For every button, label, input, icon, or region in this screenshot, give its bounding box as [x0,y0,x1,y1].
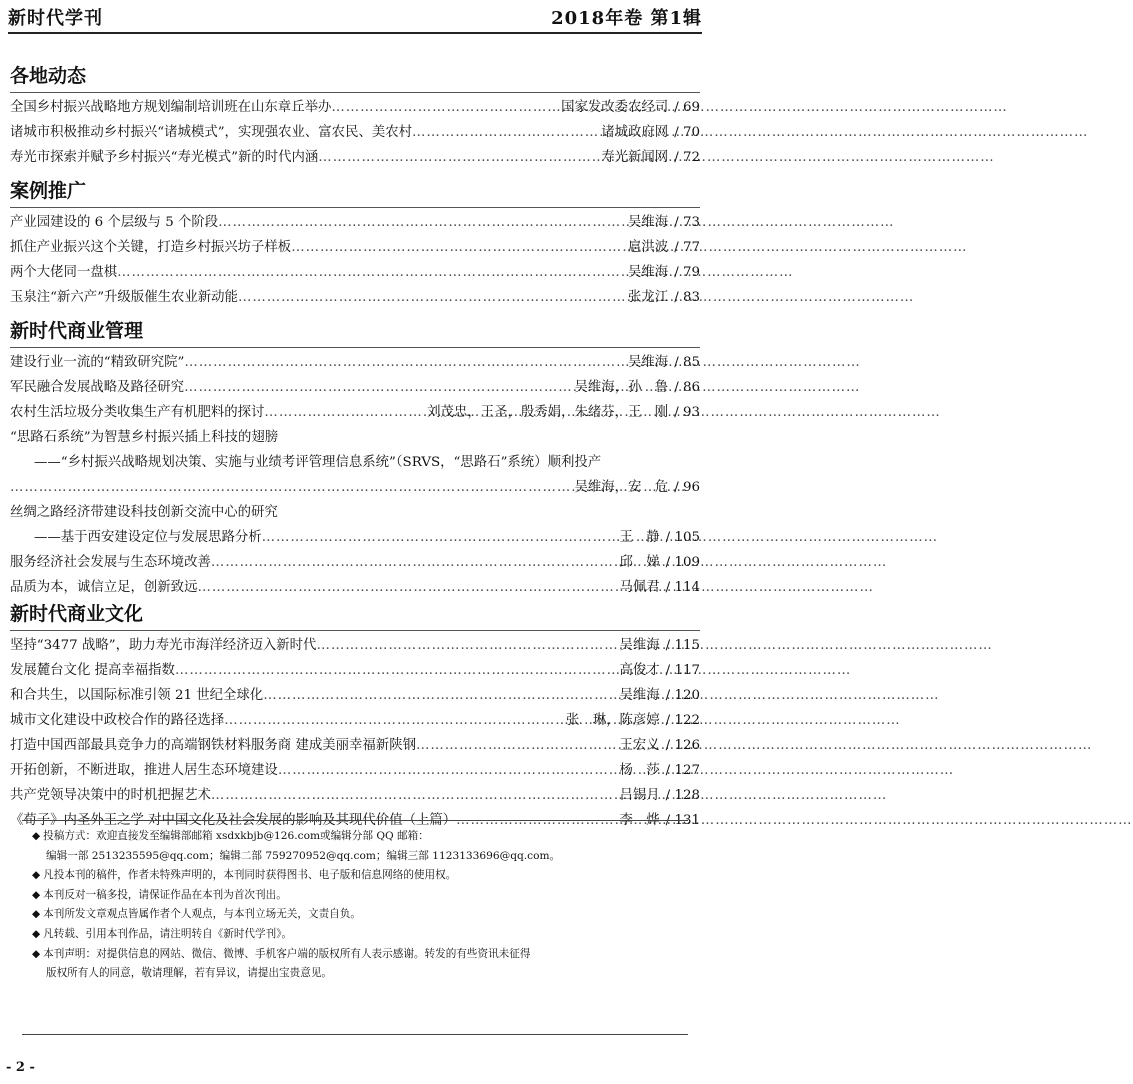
section-title: 案例推广 [10,180,87,202]
leader-dots [291,235,628,260]
toc-entry[interactable] [10,260,700,285]
entry-page: / 93 [674,405,700,420]
entry-page: / 127 [665,763,700,778]
entry-author: 马佩君 [619,580,660,595]
entry-page: / 109 [665,555,700,570]
entry-author: 吴维海 [628,355,669,370]
leader-dots [10,475,574,500]
entry-page: / 96 [674,480,700,495]
entry-author: 扈洪波 [628,240,669,255]
note-text: 本刊声明：对提供信息的网站、微信、微博、手机客户端的版权所有人表示感谢。转发的有些资讯未征得 [43,947,531,960]
toc-entry[interactable] [10,783,700,808]
entry-page: / 70 [674,125,700,140]
entry-page: / 105 [665,530,700,545]
entry-title: 城市文化建设中政校合作的路径选择 [10,713,225,728]
entry-page: / 79 [674,265,700,280]
leader-dots [331,95,561,120]
toc-entry[interactable] [10,708,700,733]
entry-title: 和合共生，以国际标准引领 21 世纪全球化 [10,688,264,703]
section-entries [10,92,700,170]
toc-entry[interactable] [10,350,700,375]
leader-dots [262,525,620,550]
entry-author: 高俊才 [619,663,660,678]
leader-dots [117,260,628,285]
entry-page: / 131 [665,813,700,828]
entry-title: 服务经济社会发展与生态环境改善 [10,555,211,570]
entry-author: 吴维海，安 危 [574,480,669,495]
note-line [32,905,678,925]
toc-entry[interactable] [10,525,700,550]
leader-dots [175,658,620,683]
entry-title: 共产党领导决策中的时机把握艺术 [10,788,211,803]
entry-author: 王宏义 [619,738,660,753]
note-line [32,866,678,886]
entry-page: / 115 [665,638,700,653]
entry-title: 开拓创新，不断进取，推进人居生态环境建设 [10,763,278,778]
diamond-bullet-icon: ◆ [32,927,41,940]
entry-page: / 120 [665,688,700,703]
section-title: 新时代商业管理 [10,320,144,342]
leader-dots [184,375,574,400]
note-text: 凡投本刊的稿件，作者未特殊声明的，本刊同时获得图书、电子版和信息网络的使用权。 [43,869,457,882]
entry-title: 农村生活垃圾分类收集生产有机肥料的探讨 [10,405,265,420]
entry-title: 玉泉注“新六产”升级版催生农业新动能 [10,290,238,305]
section-entries [10,630,700,833]
toc-entry[interactable] [10,210,700,235]
toc-entry[interactable] [10,683,700,708]
entry-title: 丝绸之路经济带建设科技创新交流中心的研究 [10,505,278,520]
toc-entry[interactable] [10,758,700,783]
entry-author: 李 烨 [619,813,660,828]
entry-title: ——基于西安建设定位与发展思路分析 [34,530,262,545]
entry-author: 吴维海 [628,215,669,230]
toc-section [10,62,700,170]
entry-title: 《荀子》内圣外王之学 对中国文化及社会发展的影响及其现代价值（上篇） [10,813,457,828]
entry-author: 张 琳，陈彦婷 [565,713,660,728]
entry-author: 吴维海 [619,688,660,703]
leader-dots [318,145,601,170]
note-line [32,945,678,965]
section-entries [10,207,700,310]
toc-entry[interactable] [10,450,700,475]
entry-title: 抓住产业振兴这个关键，打造乡村振兴坊子样板 [10,240,292,255]
entry-title: 产业园建设的 6 个层级与 5 个阶段 [10,215,219,230]
page-header [8,0,702,34]
toc-entry[interactable] [10,400,700,425]
entry-title: 全国乡村振兴战略地方规划编制培训班在山东章丘举办 [10,100,332,115]
note-text: 凡转载、引用本刊作品，请注明转自《新时代学刊》。 [43,927,293,940]
toc-section [10,317,700,600]
toc-section [10,600,700,833]
toc-entry[interactable] [10,235,700,260]
toc-entry[interactable] [10,425,700,450]
entry-author: 杨 莎 [619,763,660,778]
leader-dots [264,400,427,425]
entry-page: / 86 [674,380,700,395]
entry-title: 两个大佬同一盘棋 [10,265,118,280]
entry-author: 王 静 [619,530,660,545]
entry-page: / 117 [665,663,700,678]
entry-title: 诸城市积极推动乡村振兴“诸城模式”，实现强农业、富农民、美农村 [10,125,413,140]
diamond-bullet-icon: ◆ [32,908,41,921]
entry-title: 发展麓台文化 提高幸福指数 [10,663,175,678]
journal-name: 新时代学刊 [8,8,103,29]
toc-entry[interactable] [10,658,700,683]
note-text: 本刊所发文章观点皆属作者个人观点，与本刊立场无关，文责自负。 [43,908,361,921]
entry-page: / 83 [674,290,700,305]
leader-dots [416,733,620,758]
entry-author: 刘茂忠，王圣，殷秀娟，朱绪芬，王 刚 [427,405,669,420]
toc-entry[interactable] [10,575,700,600]
leader-dots [224,708,566,733]
volume-info: 2018年卷 第1辑 [551,8,702,29]
toc-entry[interactable] [10,633,700,658]
toc-entry[interactable] [10,145,700,170]
entry-title: 寿光市探索并赋予乡村振兴“寿光模式”新的时代内涵 [10,150,319,165]
toc-entry[interactable] [10,95,700,120]
entry-title: 品质为本，诚信立足，创新致远 [10,580,198,595]
toc-entry[interactable] [10,285,700,310]
note-line [32,964,678,984]
leader-dots [184,350,628,375]
entry-title: 建设行业一流的“精致研究院” [10,355,185,370]
toc-section [10,177,700,310]
leader-dots [412,120,601,145]
note-line [32,827,678,847]
entry-title: 军民融合发展战略及路径研究 [10,380,185,395]
entry-author: 张龙江 [628,290,669,305]
diamond-bullet-icon: ◆ [32,830,41,842]
entry-page: / 73 [674,215,700,230]
entry-author: 国家发改委农经司 [561,100,669,115]
entry-page: / 85 [674,355,700,370]
diamond-bullet-icon: ◆ [32,888,41,901]
toc-entry[interactable] [10,500,700,525]
entry-page: / 128 [665,788,700,803]
entry-page: / 69 [674,100,700,115]
note-text: 版权所有人的同意，敬请理解，若有异议，请提出宝贵意见。 [46,967,333,980]
entry-title: 打造中国西部最具竞争力的高端钢铁材料服务商 建成美丽幸福新陕钢 [10,738,416,753]
page-number: - 2 - [6,1060,35,1075]
leader-dots [263,683,619,708]
entry-author: 邱 娣 [619,555,660,570]
entry-page: / 122 [665,713,700,728]
entry-author: 吴维海 [619,638,660,653]
diamond-bullet-icon: ◆ [32,947,41,960]
note-line [32,925,678,945]
entry-page: / 77 [674,240,700,255]
entry-page: / 126 [665,738,700,753]
section-entries [10,347,700,600]
entry-author: 吴维海 [628,265,669,280]
entry-author: 吕锡月 [619,788,660,803]
entry-author: 诸城政府网 [601,125,669,140]
leader-dots [197,575,619,600]
leader-dots [316,633,619,658]
entry-page: / 114 [665,580,700,595]
section-title: 各地动态 [10,65,87,87]
toc-entry[interactable] [10,475,700,500]
entry-author: 吴维海，孙 鲁 [574,380,669,395]
entry-page: / 72 [674,150,700,165]
entry-author: 寿光新闻网 [601,150,669,165]
note-text: 投稿方式：欢迎直接发至编辑部邮箱 xsdxkbjb@126.com或编辑分部 QQ 邮箱： [43,830,429,842]
leader-dots [211,550,620,575]
note-text: 本刊反对一稿多投，请保证作品在本刊为首次刊出。 [43,888,287,901]
toc-entry[interactable] [10,733,700,758]
section-title: 新时代商业文化 [10,603,144,625]
diamond-bullet-icon: ◆ [32,869,41,882]
entry-title: “思路石系统”为智慧乡村振兴插上科技的翅膀 [10,430,279,445]
leader-dots [218,210,628,235]
entry-title: ——“乡村振兴战略规划决策、实施与业绩考评管理信息系统”（SRVS，“思路石”系统）顺利投产 [34,455,602,470]
toc-entry[interactable] [10,120,700,145]
leader-dots [238,285,628,310]
toc-entry[interactable] [10,550,700,575]
note-line [32,847,678,867]
submission-notes [22,820,688,1035]
entry-title: 坚持“3477 战略”，助力寿光市海洋经济迈入新时代 [10,638,317,653]
leader-dots [211,783,620,808]
toc-entry[interactable] [10,375,700,400]
leader-dots [278,758,620,783]
note-text: 编辑一部 2513235595@qq.com；编辑二部 759270952@qq.com；编辑三部 1123133696@qq.com。 [46,849,561,862]
note-line [32,886,678,906]
